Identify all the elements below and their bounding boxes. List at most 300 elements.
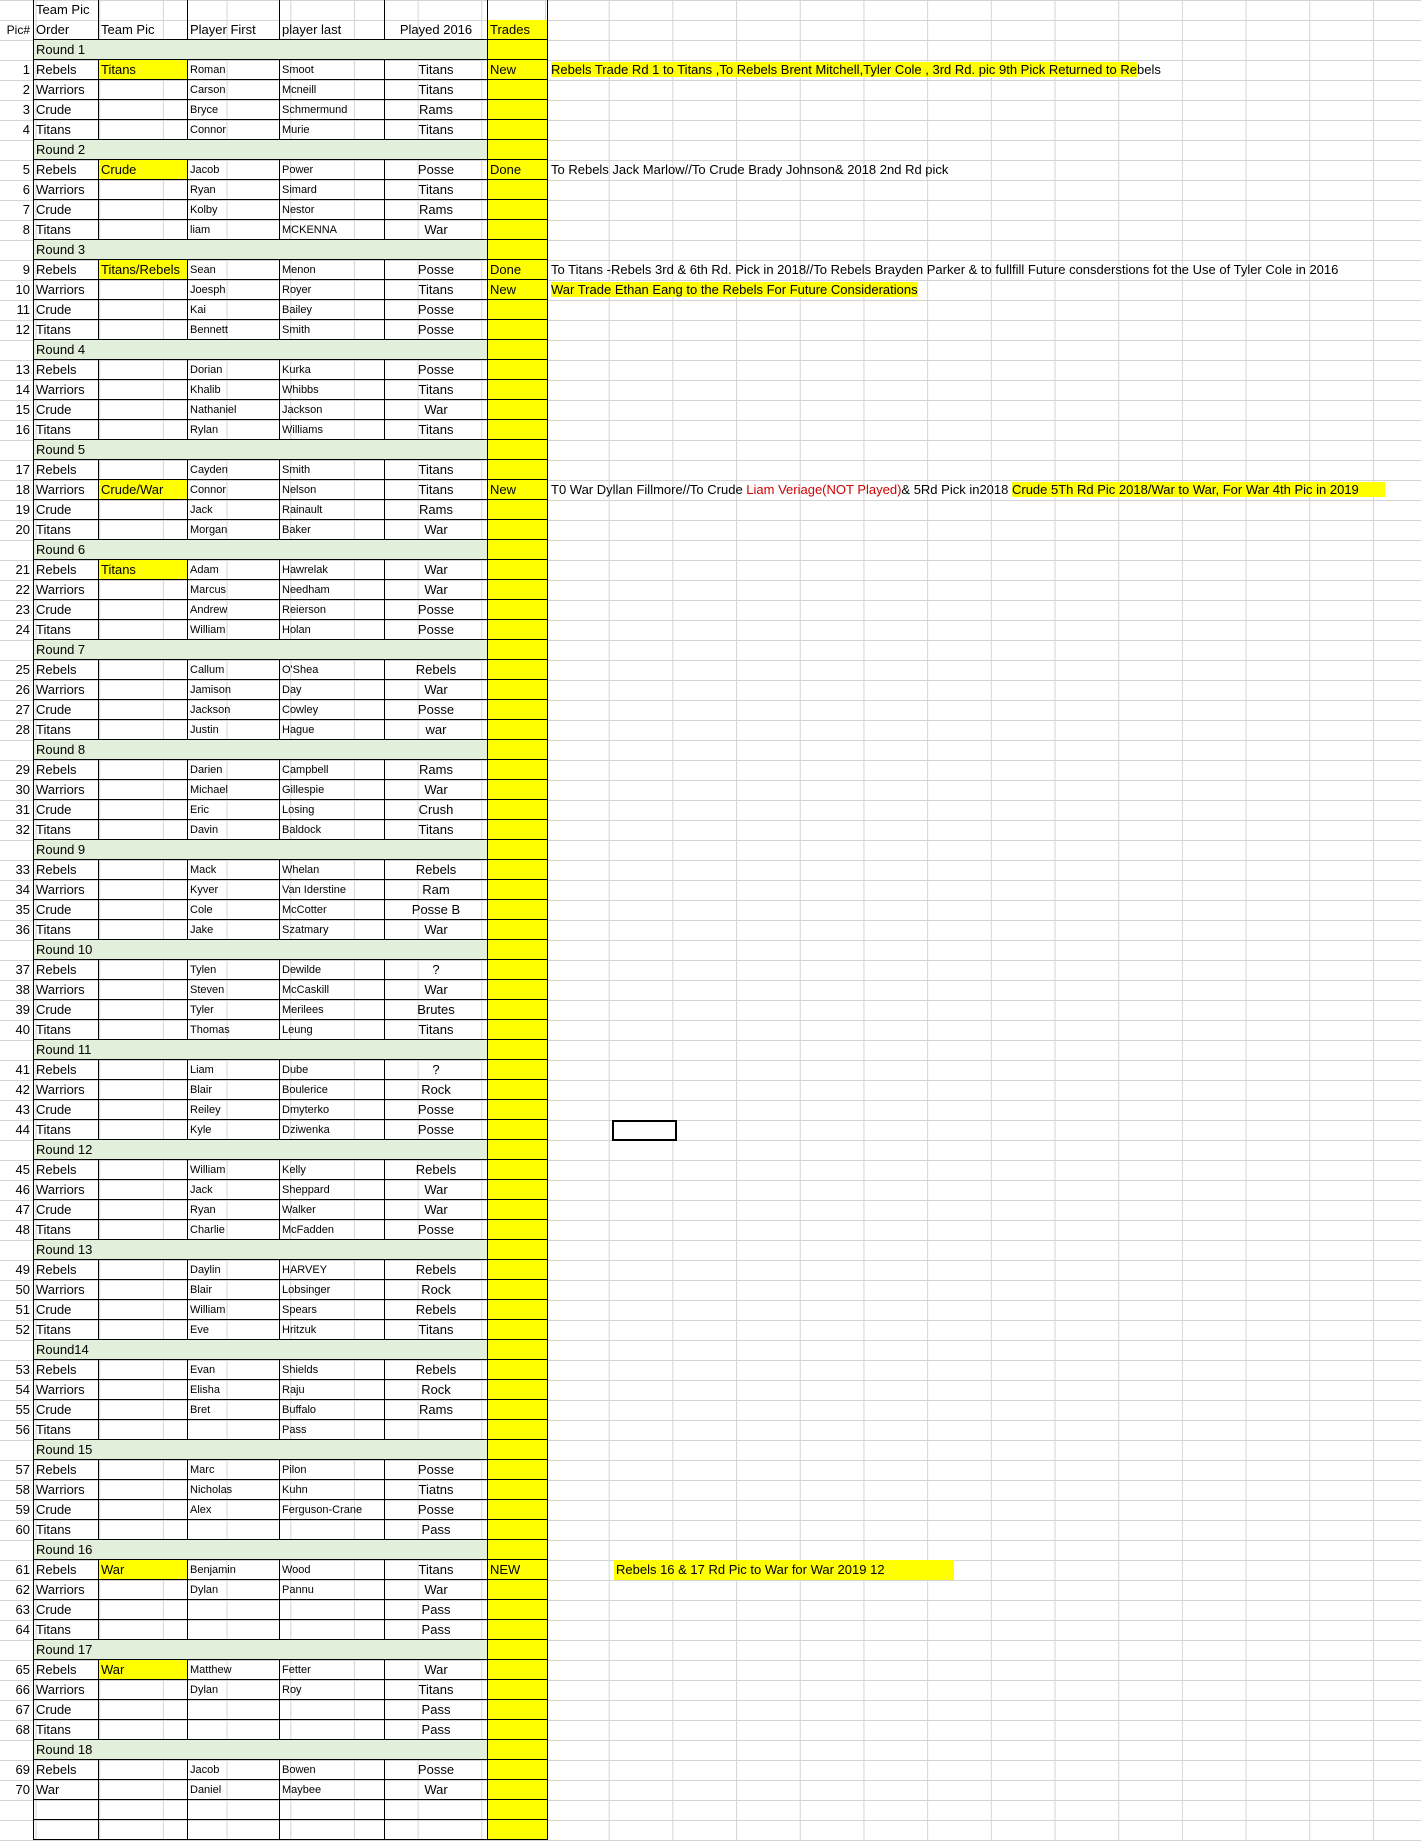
played-2016[interactable]: War xyxy=(384,980,487,1000)
trade-status[interactable] xyxy=(487,720,548,740)
player-first[interactable]: Ryan xyxy=(187,1200,279,1220)
player-first[interactable]: Kai xyxy=(187,300,279,320)
trade-status[interactable] xyxy=(487,380,548,400)
pick-number[interactable]: 52 xyxy=(15,1322,30,1337)
team-order[interactable]: Rebels xyxy=(33,1360,98,1380)
team-order[interactable]: Rebels xyxy=(33,1760,98,1780)
pick-number[interactable]: 44 xyxy=(15,1122,30,1137)
trade-status[interactable]: NEW xyxy=(487,1560,548,1580)
team-order[interactable]: Crude xyxy=(33,1500,98,1520)
trade-status[interactable] xyxy=(487,1720,548,1740)
team-pic[interactable] xyxy=(98,780,187,800)
played-2016[interactable] xyxy=(384,1820,487,1840)
pick-number[interactable]: 8 xyxy=(22,222,30,237)
trade-status[interactable] xyxy=(487,1760,548,1780)
player-last[interactable]: Leung xyxy=(279,1020,384,1040)
trade-status[interactable] xyxy=(487,600,548,620)
team-pic[interactable] xyxy=(98,1300,187,1320)
played-2016[interactable]: War xyxy=(384,1780,487,1800)
team-order[interactable]: Titans xyxy=(33,620,98,640)
player-last[interactable]: HARVEY xyxy=(279,1260,384,1280)
player-first[interactable]: Evan xyxy=(187,1360,279,1380)
player-last[interactable]: Mcneill xyxy=(279,80,384,100)
player-first[interactable]: Carson xyxy=(187,80,279,100)
team-order[interactable]: Titans xyxy=(33,920,98,940)
team-pic[interactable] xyxy=(98,1080,187,1100)
team-pic[interactable] xyxy=(98,1060,187,1080)
player-first[interactable]: Marc xyxy=(187,1460,279,1480)
player-last[interactable]: MCKENNA xyxy=(279,220,384,240)
pick-number[interactable]: 66 xyxy=(15,1682,30,1697)
player-first[interactable]: Bryce xyxy=(187,100,279,120)
pick-number[interactable]: 49 xyxy=(15,1262,30,1277)
team-pic[interactable] xyxy=(98,1580,187,1600)
team-order[interactable]: Rebels xyxy=(33,1160,98,1180)
player-first[interactable]: Justin xyxy=(187,720,279,740)
player-first[interactable]: Matthew xyxy=(187,1660,279,1680)
pick-number[interactable]: 31 xyxy=(15,802,30,817)
played-2016[interactable]: Rams xyxy=(384,100,487,120)
pick-number[interactable]: 48 xyxy=(15,1222,30,1237)
player-last[interactable]: Dube xyxy=(279,1060,384,1080)
player-first[interactable]: Liam xyxy=(187,1060,279,1080)
player-first[interactable]: Kolby xyxy=(187,200,279,220)
pick-number[interactable]: 61 xyxy=(15,1562,30,1577)
player-first[interactable] xyxy=(187,1720,279,1740)
played-2016[interactable]: War xyxy=(384,560,487,580)
player-first[interactable]: Jack xyxy=(187,500,279,520)
player-last[interactable]: Dewilde xyxy=(279,960,384,980)
team-pic[interactable] xyxy=(98,200,187,220)
pick-number[interactable]: 46 xyxy=(15,1182,30,1197)
team-pic[interactable] xyxy=(98,980,187,1000)
trade-status[interactable] xyxy=(487,980,548,1000)
trade-status[interactable] xyxy=(487,780,548,800)
team-order[interactable]: Warriors xyxy=(33,1680,98,1700)
team-order[interactable]: Rebels xyxy=(33,1660,98,1680)
played-2016[interactable]: War xyxy=(384,1200,487,1220)
played-2016[interactable]: War xyxy=(384,1180,487,1200)
team-order[interactable]: Rebels xyxy=(33,460,98,480)
team-order[interactable] xyxy=(33,1820,98,1840)
team-order[interactable]: Rebels xyxy=(33,560,98,580)
played-2016[interactable]: War xyxy=(384,580,487,600)
played-2016[interactable]: Posse xyxy=(384,300,487,320)
player-last[interactable]: Hawrelak xyxy=(279,560,384,580)
player-last[interactable]: Whelan xyxy=(279,860,384,880)
pick-number[interactable]: 42 xyxy=(15,1082,30,1097)
player-last[interactable]: Boulerice xyxy=(279,1080,384,1100)
team-order[interactable]: Warriors xyxy=(33,780,98,800)
team-pic[interactable] xyxy=(98,900,187,920)
trade-status[interactable] xyxy=(487,80,548,100)
pick-number[interactable]: 60 xyxy=(15,1522,30,1537)
player-last[interactable]: Kuhn xyxy=(279,1480,384,1500)
player-first[interactable]: Joesph xyxy=(187,280,279,300)
team-pic[interactable] xyxy=(98,500,187,520)
trade-status[interactable] xyxy=(487,800,548,820)
pick-number[interactable]: 58 xyxy=(15,1482,30,1497)
player-last[interactable]: Smoot xyxy=(279,60,384,80)
team-pic[interactable] xyxy=(98,220,187,240)
player-first[interactable]: William xyxy=(187,1300,279,1320)
team-pic[interactable] xyxy=(98,400,187,420)
pick-number[interactable]: 24 xyxy=(15,622,30,637)
team-order[interactable]: Crude xyxy=(33,1400,98,1420)
trade-status[interactable]: Done xyxy=(487,260,548,280)
played-2016[interactable]: ? xyxy=(384,1060,487,1080)
player-first[interactable]: Blair xyxy=(187,1280,279,1300)
pick-number[interactable]: 63 xyxy=(15,1602,30,1617)
player-first[interactable]: Jacob xyxy=(187,1760,279,1780)
team-order[interactable]: Rebels xyxy=(33,760,98,780)
team-pic[interactable]: Crude xyxy=(98,160,187,180)
trade-status[interactable] xyxy=(487,680,548,700)
trade-status[interactable] xyxy=(487,300,548,320)
pick-number[interactable]: 15 xyxy=(15,402,30,417)
trade-status[interactable] xyxy=(487,320,548,340)
trade-status[interactable] xyxy=(487,1300,548,1320)
trade-status[interactable] xyxy=(487,880,548,900)
team-pic[interactable] xyxy=(98,1360,187,1380)
team-order[interactable]: Titans xyxy=(33,1120,98,1140)
team-order[interactable]: Rebels xyxy=(33,660,98,680)
pick-number[interactable]: 38 xyxy=(15,982,30,997)
team-order[interactable]: Warriors xyxy=(33,380,98,400)
player-first[interactable]: Darien xyxy=(187,760,279,780)
team-pic[interactable] xyxy=(98,180,187,200)
team-pic[interactable]: Titans/Rebels xyxy=(98,260,187,280)
pick-number[interactable]: 6 xyxy=(22,182,30,197)
pick-number[interactable]: 26 xyxy=(15,682,30,697)
team-pic[interactable] xyxy=(98,880,187,900)
team-order[interactable]: Warriors xyxy=(33,480,98,500)
player-last[interactable]: Spears xyxy=(279,1300,384,1320)
player-first[interactable]: Steven xyxy=(187,980,279,1000)
team-pic[interactable] xyxy=(98,680,187,700)
played-2016[interactable]: Titans xyxy=(384,80,487,100)
player-first[interactable]: Andrew xyxy=(187,600,279,620)
team-order[interactable]: Crude xyxy=(33,1600,98,1620)
team-order[interactable]: Rebels xyxy=(33,60,98,80)
trade-status[interactable] xyxy=(487,1120,548,1140)
trade-status[interactable] xyxy=(487,100,548,120)
team-order[interactable]: Rebels xyxy=(33,160,98,180)
played-2016[interactable]: Brutes xyxy=(384,1000,487,1020)
played-2016[interactable]: Posse xyxy=(384,160,487,180)
selected-cell[interactable] xyxy=(612,1120,677,1141)
team-pic[interactable] xyxy=(98,820,187,840)
team-order[interactable]: Warriors xyxy=(33,580,98,600)
player-last[interactable]: Dziwenka xyxy=(279,1120,384,1140)
played-2016[interactable]: Titans xyxy=(384,60,487,80)
team-order[interactable]: Titans xyxy=(33,520,98,540)
team-pic[interactable] xyxy=(98,1680,187,1700)
trade-status[interactable] xyxy=(487,360,548,380)
player-first[interactable]: Kyver xyxy=(187,880,279,900)
player-last[interactable]: Lobsinger xyxy=(279,1280,384,1300)
played-2016[interactable]: Crush xyxy=(384,800,487,820)
played-2016[interactable]: Pass xyxy=(384,1620,487,1640)
team-order[interactable]: Rebels xyxy=(33,860,98,880)
trade-status[interactable] xyxy=(487,1500,548,1520)
pick-number[interactable]: 30 xyxy=(15,782,30,797)
played-2016[interactable]: Rebels xyxy=(384,1260,487,1280)
team-order[interactable]: Crude xyxy=(33,900,98,920)
trade-status[interactable]: New xyxy=(487,60,548,80)
team-order[interactable]: Titans xyxy=(33,1220,98,1240)
team-order[interactable]: Rebels xyxy=(33,1560,98,1580)
played-2016[interactable]: Rebels xyxy=(384,860,487,880)
team-pic[interactable]: Titans xyxy=(98,560,187,580)
pick-number[interactable]: 22 xyxy=(15,582,30,597)
pick-number[interactable]: 67 xyxy=(15,1702,30,1717)
trade-status[interactable] xyxy=(487,1220,548,1240)
player-first[interactable] xyxy=(187,1620,279,1640)
player-first[interactable]: Ryan xyxy=(187,180,279,200)
player-first[interactable]: Eric xyxy=(187,800,279,820)
player-last[interactable]: Baldock xyxy=(279,820,384,840)
player-first[interactable] xyxy=(187,1800,279,1820)
team-pic[interactable] xyxy=(98,1820,187,1840)
player-last[interactable]: McFadden xyxy=(279,1220,384,1240)
pick-number[interactable]: 64 xyxy=(15,1622,30,1637)
player-last[interactable] xyxy=(279,1820,384,1840)
team-pic[interactable] xyxy=(98,1180,187,1200)
player-last[interactable] xyxy=(279,1800,384,1820)
player-last[interactable]: Szatmary xyxy=(279,920,384,940)
team-pic[interactable] xyxy=(98,1700,187,1720)
pick-number[interactable]: 13 xyxy=(15,362,30,377)
player-first[interactable]: Charlie xyxy=(187,1220,279,1240)
played-2016[interactable] xyxy=(384,1800,487,1820)
player-first[interactable]: Bret xyxy=(187,1400,279,1420)
pick-number[interactable]: 25 xyxy=(15,662,30,677)
player-last[interactable]: Bailey xyxy=(279,300,384,320)
team-pic[interactable] xyxy=(98,1400,187,1420)
trade-status[interactable] xyxy=(487,180,548,200)
player-last[interactable]: Fetter xyxy=(279,1660,384,1680)
pick-number[interactable]: 23 xyxy=(15,602,30,617)
trade-status[interactable] xyxy=(487,1620,548,1640)
pick-number[interactable]: 19 xyxy=(15,502,30,517)
player-last[interactable]: Kelly xyxy=(279,1160,384,1180)
team-pic[interactable] xyxy=(98,1600,187,1620)
trade-status[interactable] xyxy=(487,580,548,600)
trade-status[interactable] xyxy=(487,500,548,520)
trade-status[interactable] xyxy=(487,1460,548,1480)
played-2016[interactable]: Posse xyxy=(384,620,487,640)
player-first[interactable]: Nicholas xyxy=(187,1480,279,1500)
pick-number[interactable]: 12 xyxy=(15,322,30,337)
team-pic[interactable] xyxy=(98,700,187,720)
team-pic[interactable] xyxy=(98,1020,187,1040)
played-2016[interactable]: Rebels xyxy=(384,1160,487,1180)
played-2016[interactable]: Rams xyxy=(384,760,487,780)
player-last[interactable]: Dmyterko xyxy=(279,1100,384,1120)
pick-number[interactable]: 68 xyxy=(15,1722,30,1737)
played-2016[interactable]: Titans xyxy=(384,1020,487,1040)
team-pic[interactable] xyxy=(98,1380,187,1400)
player-first[interactable] xyxy=(187,1600,279,1620)
pick-number[interactable]: 14 xyxy=(15,382,30,397)
played-2016[interactable]: Posse xyxy=(384,1220,487,1240)
team-pic[interactable] xyxy=(98,1800,187,1820)
team-order[interactable]: Crude xyxy=(33,1300,98,1320)
team-order[interactable]: Crude xyxy=(33,500,98,520)
team-order[interactable]: Titans xyxy=(33,220,98,240)
played-2016[interactable]: Rams xyxy=(384,500,487,520)
player-first[interactable]: William xyxy=(187,1160,279,1180)
team-order[interactable]: Titans xyxy=(33,120,98,140)
player-last[interactable]: Ferguson-Crane xyxy=(279,1500,384,1520)
pick-number[interactable]: 51 xyxy=(15,1302,30,1317)
team-pic[interactable] xyxy=(98,1280,187,1300)
trade-status[interactable] xyxy=(487,220,548,240)
player-first[interactable]: Connor xyxy=(187,480,279,500)
trade-status[interactable] xyxy=(487,1160,548,1180)
player-last[interactable]: Campbell xyxy=(279,760,384,780)
team-pic[interactable] xyxy=(98,280,187,300)
played-2016[interactable]: Posse xyxy=(384,1760,487,1780)
team-order[interactable]: Titans xyxy=(33,420,98,440)
played-2016[interactable]: War xyxy=(384,920,487,940)
played-2016[interactable] xyxy=(384,1420,487,1440)
played-2016[interactable]: Rebels xyxy=(384,660,487,680)
played-2016[interactable]: Posse xyxy=(384,700,487,720)
trade-status[interactable] xyxy=(487,1260,548,1280)
team-pic[interactable] xyxy=(98,120,187,140)
pick-number[interactable]: 41 xyxy=(15,1062,30,1077)
pick-number[interactable]: 56 xyxy=(15,1422,30,1437)
team-pic[interactable] xyxy=(98,420,187,440)
trade-status[interactable] xyxy=(487,1660,548,1680)
player-first[interactable]: Elisha xyxy=(187,1380,279,1400)
trade-status[interactable] xyxy=(487,1700,548,1720)
team-order[interactable]: Crude xyxy=(33,300,98,320)
played-2016[interactable]: Rams xyxy=(384,200,487,220)
played-2016[interactable]: War xyxy=(384,520,487,540)
played-2016[interactable]: War xyxy=(384,1660,487,1680)
played-2016[interactable]: War xyxy=(384,1580,487,1600)
team-order[interactable]: Warriors xyxy=(33,1080,98,1100)
player-first[interactable]: Jacob xyxy=(187,160,279,180)
player-last[interactable]: Murie xyxy=(279,120,384,140)
team-order[interactable]: Rebels xyxy=(33,360,98,380)
team-pic[interactable] xyxy=(98,580,187,600)
pick-number[interactable]: 5 xyxy=(22,162,30,177)
trade-status[interactable] xyxy=(487,1100,548,1120)
played-2016[interactable]: Pass xyxy=(384,1700,487,1720)
trade-status[interactable]: New xyxy=(487,280,548,300)
trade-status[interactable] xyxy=(487,900,548,920)
played-2016[interactable]: Pass xyxy=(384,1720,487,1740)
trade-status[interactable] xyxy=(487,1780,548,1800)
player-first[interactable]: Dylan xyxy=(187,1580,279,1600)
played-2016[interactable]: Posse xyxy=(384,1460,487,1480)
played-2016[interactable]: Posse xyxy=(384,360,487,380)
team-order[interactable]: Crude xyxy=(33,700,98,720)
team-order[interactable]: Warriors xyxy=(33,680,98,700)
player-last[interactable]: McCotter xyxy=(279,900,384,920)
player-last[interactable]: Nelson xyxy=(279,480,384,500)
played-2016[interactable]: Rock xyxy=(384,1080,487,1100)
player-first[interactable]: Jake xyxy=(187,920,279,940)
pick-number[interactable]: 9 xyxy=(22,262,30,277)
player-last[interactable]: Pannu xyxy=(279,1580,384,1600)
pick-number[interactable]: 55 xyxy=(15,1402,30,1417)
pick-number[interactable]: 47 xyxy=(15,1202,30,1217)
player-last[interactable]: Wood xyxy=(279,1560,384,1580)
team-order[interactable]: Crude xyxy=(33,1100,98,1120)
pick-number[interactable]: 45 xyxy=(15,1162,30,1177)
played-2016[interactable]: Rebels xyxy=(384,1360,487,1380)
player-first[interactable]: Eve xyxy=(187,1320,279,1340)
player-first[interactable]: Dylan xyxy=(187,1680,279,1700)
team-pic[interactable] xyxy=(98,1760,187,1780)
trade-status[interactable] xyxy=(487,920,548,940)
pick-number[interactable]: 32 xyxy=(15,822,30,837)
played-2016[interactable]: Titans xyxy=(384,1680,487,1700)
pick-number[interactable]: 59 xyxy=(15,1502,30,1517)
team-order[interactable]: Warriors xyxy=(33,180,98,200)
player-last[interactable]: Cowley xyxy=(279,700,384,720)
played-2016[interactable]: War xyxy=(384,680,487,700)
player-last[interactable]: Roy xyxy=(279,1680,384,1700)
player-last[interactable]: McCaskill xyxy=(279,980,384,1000)
team-order[interactable]: Crude xyxy=(33,100,98,120)
player-first[interactable]: Bennett xyxy=(187,320,279,340)
player-first[interactable]: Daniel xyxy=(187,1780,279,1800)
team-pic[interactable]: Crude/War xyxy=(98,480,187,500)
player-last[interactable]: Merilees xyxy=(279,1000,384,1020)
team-pic[interactable] xyxy=(98,520,187,540)
player-first[interactable]: Jackson xyxy=(187,700,279,720)
player-last[interactable]: Pass xyxy=(279,1420,384,1440)
team-pic[interactable] xyxy=(98,100,187,120)
player-first[interactable]: Khalib xyxy=(187,380,279,400)
player-first[interactable]: Morgan xyxy=(187,520,279,540)
team-pic[interactable] xyxy=(98,1780,187,1800)
player-first[interactable]: Callum xyxy=(187,660,279,680)
played-2016[interactable]: Rebels xyxy=(384,1300,487,1320)
team-order[interactable]: Warriors xyxy=(33,880,98,900)
trade-status[interactable] xyxy=(487,520,548,540)
pick-number[interactable]: 39 xyxy=(15,1002,30,1017)
team-pic[interactable] xyxy=(98,300,187,320)
pick-number[interactable]: 43 xyxy=(15,1102,30,1117)
team-order[interactable]: War xyxy=(33,1780,98,1800)
trade-status[interactable] xyxy=(487,820,548,840)
trade-status[interactable]: Done xyxy=(487,160,548,180)
played-2016[interactable]: War xyxy=(384,220,487,240)
player-last[interactable]: Pilon xyxy=(279,1460,384,1480)
trade-status[interactable] xyxy=(487,1680,548,1700)
player-last[interactable]: Sheppard xyxy=(279,1180,384,1200)
player-first[interactable] xyxy=(187,1820,279,1840)
team-order[interactable]: Warriors xyxy=(33,1280,98,1300)
team-order[interactable]: Titans xyxy=(33,1420,98,1440)
team-pic[interactable] xyxy=(98,1160,187,1180)
played-2016[interactable]: Posse B xyxy=(384,900,487,920)
player-last[interactable]: Schmermund xyxy=(279,100,384,120)
team-order[interactable]: Titans xyxy=(33,820,98,840)
player-first[interactable]: Sean xyxy=(187,260,279,280)
team-order[interactable]: Warriors xyxy=(33,280,98,300)
team-pic[interactable] xyxy=(98,600,187,620)
player-first[interactable]: Jamison xyxy=(187,680,279,700)
team-order[interactable]: Warriors xyxy=(33,980,98,1000)
